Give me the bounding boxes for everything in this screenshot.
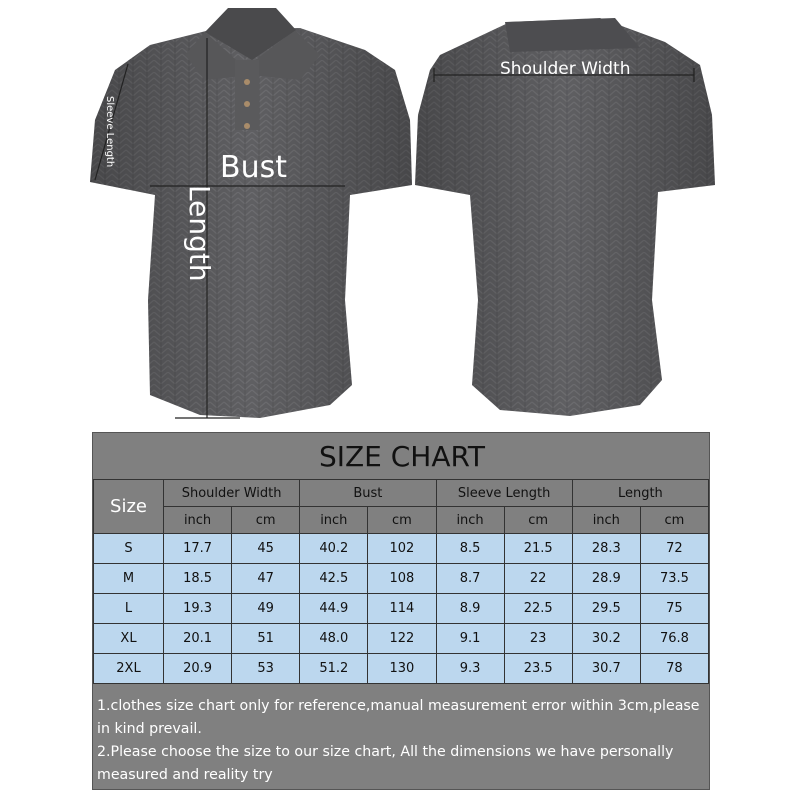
- bust-label: Bust: [220, 150, 287, 185]
- size-cell: S: [94, 534, 164, 564]
- size-cell: M: [94, 564, 164, 594]
- table-cell: 42.5: [300, 564, 368, 594]
- table-cell: 130: [368, 654, 436, 684]
- unit-header: cm: [640, 507, 708, 534]
- size-column-header: Size: [94, 480, 164, 534]
- unit-header: cm: [232, 507, 300, 534]
- table-cell: 30.2: [572, 624, 640, 654]
- table-cell: 8.7: [436, 564, 504, 594]
- table-cell: 53: [232, 654, 300, 684]
- table-cell: 108: [368, 564, 436, 594]
- table-row: [94, 534, 709, 564]
- table-cell: 8.9: [436, 594, 504, 624]
- table-cell: 75: [640, 594, 708, 624]
- table-cell: 18.5: [164, 564, 232, 594]
- table-cell: 19.3: [164, 594, 232, 624]
- table-cell: 23.5: [504, 654, 572, 684]
- group-header: Length: [572, 480, 708, 507]
- note-text: 2.Please choose the size to our size chart, All the dimensions we have personally measured and reality try: [97, 744, 674, 783]
- unit-header: inch: [300, 507, 368, 534]
- group-header: Sleeve Length: [436, 480, 572, 507]
- table-cell: 40.2: [300, 534, 368, 564]
- shoulder-width-label: Shoulder Width: [500, 59, 631, 79]
- table-cell: 102: [368, 534, 436, 564]
- size-table: [93, 479, 709, 684]
- group-header: Shoulder Width: [164, 480, 300, 507]
- size-chart-notes: [93, 687, 709, 787]
- table-cell: 21.5: [504, 534, 572, 564]
- table-cell: 47: [232, 564, 300, 594]
- table-cell: 51: [232, 624, 300, 654]
- table-cell: 72: [640, 534, 708, 564]
- table-cell: 22.5: [504, 594, 572, 624]
- table-cell: 23: [504, 624, 572, 654]
- table-cell: 48.0: [300, 624, 368, 654]
- table-row: [94, 594, 709, 624]
- table-row: [94, 624, 709, 654]
- unit-header: inch: [436, 507, 504, 534]
- table-cell: 17.7: [164, 534, 232, 564]
- table-cell: 20.9: [164, 654, 232, 684]
- table-cell: 114: [368, 594, 436, 624]
- length-label: Length: [183, 185, 216, 282]
- unit-header: cm: [368, 507, 436, 534]
- table-cell: 22: [504, 564, 572, 594]
- size-cell: L: [94, 594, 164, 624]
- table-cell: 49: [232, 594, 300, 624]
- table-cell: 44.9: [300, 594, 368, 624]
- table-cell: 73.5: [640, 564, 708, 594]
- unit-header: inch: [164, 507, 232, 534]
- table-cell: 45: [232, 534, 300, 564]
- table-cell: 9.1: [436, 624, 504, 654]
- front-shirt: [90, 8, 412, 418]
- group-header: Bust: [300, 480, 436, 507]
- unit-header: inch: [572, 507, 640, 534]
- table-cell: 20.1: [164, 624, 232, 654]
- size-cell: 2XL: [94, 654, 164, 684]
- table-cell: 28.3: [572, 534, 640, 564]
- sleeve-length-label: Sleeve Length: [104, 96, 115, 168]
- table-row: [94, 564, 709, 594]
- size-chart: [92, 432, 710, 790]
- table-cell: 29.5: [572, 594, 640, 624]
- table-cell: 28.9: [572, 564, 640, 594]
- table-cell: 51.2: [300, 654, 368, 684]
- table-row: [94, 654, 709, 684]
- note-text: 1.clothes size chart only for reference,manual measurement error within 3cm,please in kind prevail.: [97, 698, 700, 737]
- unit-header: cm: [504, 507, 572, 534]
- table-cell: 30.7: [572, 654, 640, 684]
- size-cell: XL: [94, 624, 164, 654]
- table-cell: 8.5: [436, 534, 504, 564]
- table-cell: 78: [640, 654, 708, 684]
- size-chart-title: SIZE CHART: [318, 440, 486, 473]
- table-cell: 76.8: [640, 624, 708, 654]
- table-cell: 9.3: [436, 654, 504, 684]
- table-cell: 122: [368, 624, 436, 654]
